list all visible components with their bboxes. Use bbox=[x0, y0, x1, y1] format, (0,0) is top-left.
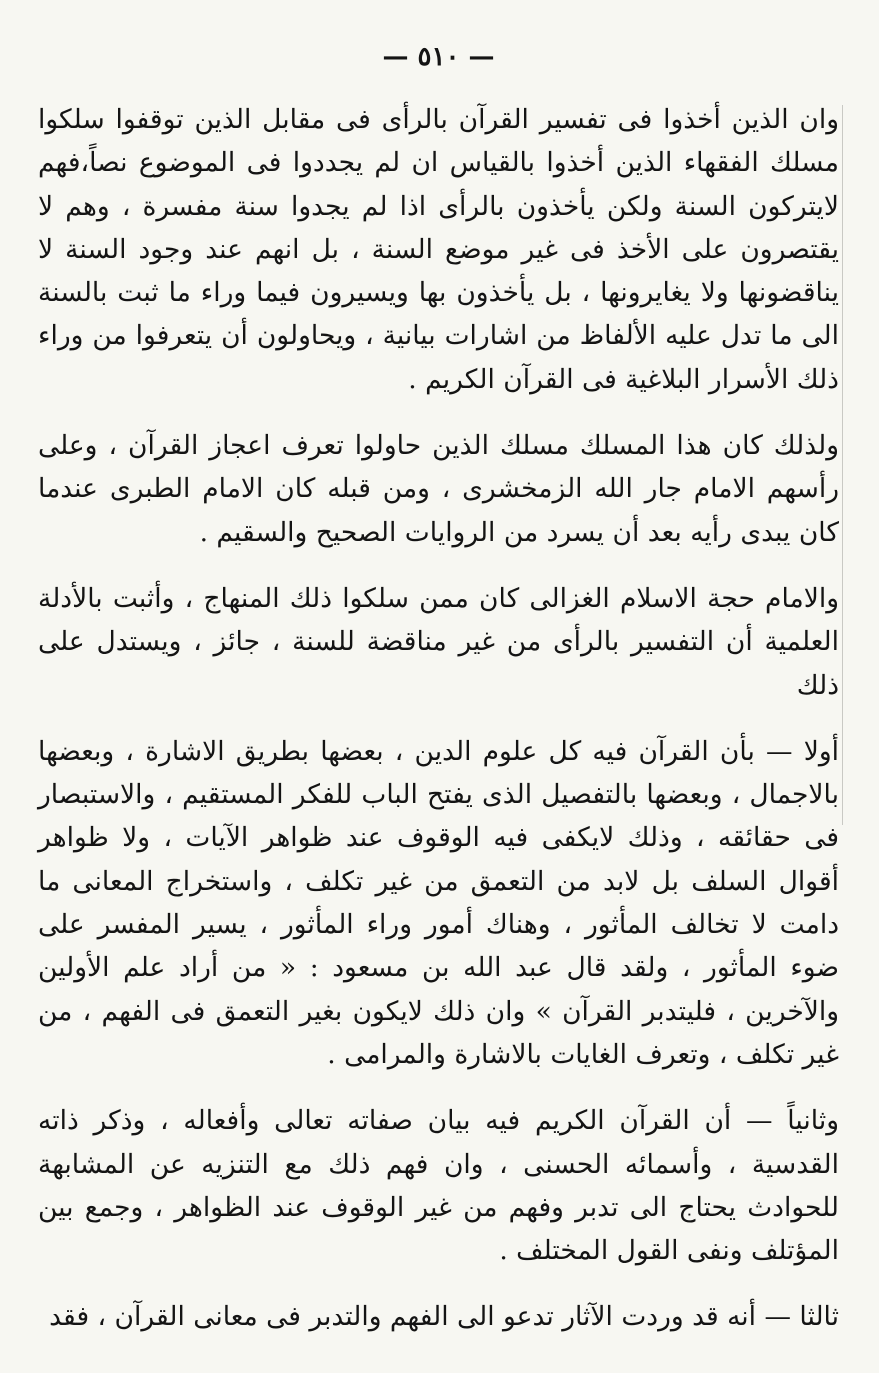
paragraph-ghazali-method: والامام حجة الاسلام الغزالى كان ممن سلكوا ذلك المنهاج ، وأثبت بالأدلة العلمية أن التفسير بالرأى من غير مناقضة للسنة ، جائز ، ويستدل على ذلك bbox=[38, 582, 839, 701]
paragraph-second-argument: وثانياً — أن القرآن الكريم فيه بيان صفاته تعالى وأفعاله ، وذكر ذاته القدسية ، وأسمائه الحسنى ، وان فهم ذلك مع التنزيه عن المشابهة للحوادث يحتاج الى تدبر وفهم من غير الوقوف عند الظواهر ، وجمع بين المؤتلف ونفى القول المختلف . bbox=[38, 1105, 839, 1267]
paragraph-first-argument: أولا — بأن القرآن فيه كل علوم الدين ، بعضها بطريق الاشارة ، وبعضها بالاجمال ، وبعضها بالتفصيل الذى يفتح الباب للفكر المستقيم ، والاستبصار فى حقائقه ، وذلك لايكفى فيه الوقوف عند ظواهر الآيات ، ولا ظواهر أقوال السلف بل لابد من التعمق من غير تكلف ، واستخراج المعانى ما دامت لا تخالف المأثور ، وهناك أمور وراء المأثور ، يسير المفسر على ضوء المأثور ، ولقد قال عبد الله بن مسعود : « من أراد علم الأولين والآخرين ، فليتدبر القرآن » وان ذلك لايكون بغير التعمق فى الفهم ، من غير تكلف ، وتعرف الغايات بالاشارة والمرامى . bbox=[38, 735, 839, 1070]
paragraph-zamakhshari-tabari: ولذلك كان هذا المسلك مسلك الذين حاولوا تعرف اعجاز القرآن ، وعلى رأسهم الامام جار الله الزمخشرى ، ومن قبله كان الامام الطبرى عندما كان يبدى رأيه بعد أن يسرد من الروايات الصحيح والسقيم . bbox=[38, 430, 839, 548]
page-number: — ٥١٠ — bbox=[382, 42, 495, 72]
scan-margin-mark bbox=[842, 105, 843, 825]
paragraph-tafsir-by-opinion: وان الذين أخذوا فى تفسير القرآن بالرأى فى مقابل الذين توقفوا سلكوا مسلك الفقهاء الذين أخذوا بالقياس ان لم يجددوا فى الموضوع نصاً،فهم لايتركون السنة ولكن يأخذون بالرأى اذا لم يجدوا سنة مفسرة ، وهم لا يقتصرون على الأخذ فى غير موضع السنة ، بل انهم عند وجود السنة لا يناقضونها ولا يغايرونها ، بل يأخذون بها ويسيرون فيما وراء ما ثبت بالسنة الى ما تدل عليه الألفاظ من اشارات بيانية ، ويحاولون أن يتعرفوا من وراء ذلك الأسرار البلاغية فى القرآن الكريم . bbox=[38, 104, 839, 395]
paragraph-third-argument: ثالثا — أنه قد وردت الآثار تدعو الى الفهم والتدبر فى معانى القرآن ، فقد bbox=[49, 1301, 839, 1333]
